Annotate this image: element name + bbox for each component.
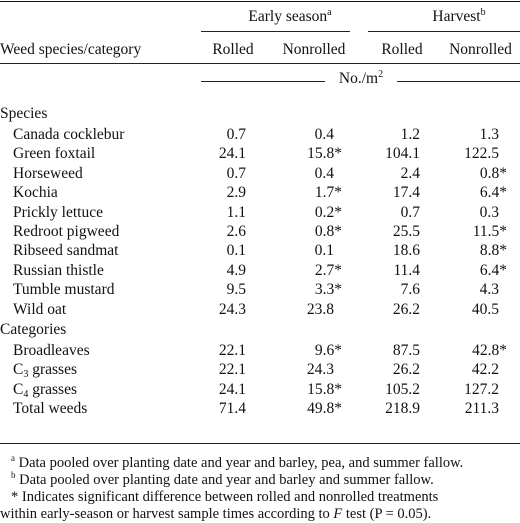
category-name-suffix: grasses (28, 381, 77, 398)
cell-early-nonrolled: 15.8* (307, 381, 342, 398)
cell-early-rolled: 9.5 (226, 281, 246, 298)
cell-harvest-rolled: 7.6 (400, 281, 420, 298)
cell-harvest-nonrolled: 6.4* (479, 184, 507, 201)
footnote-star-f-italic: F (333, 506, 343, 522)
cell-harvest-rolled: 1.2 (400, 126, 420, 143)
footnote-star (11, 488, 438, 506)
cell-harvest-nonrolled: 11.5* (472, 223, 507, 240)
cell-harvest-rolled: 105.2 (385, 381, 420, 398)
species-name: Horseweed (13, 165, 83, 182)
cell-harvest-nonrolled: 40.5 (471, 301, 499, 318)
units-rule-left (201, 81, 325, 82)
cell-early-nonrolled: 0.4 (314, 165, 334, 182)
cell-early-rolled: 22.1 (218, 361, 246, 378)
units-label-text: No./m (338, 70, 379, 87)
cell-harvest-rolled: 218.9 (385, 400, 420, 417)
category-name-suffix: grasses (28, 361, 77, 378)
footnote-star-text-line2a: within early-season or harvest sample times according to (0, 506, 334, 522)
cell-harvest-nonrolled: 8.8* (479, 242, 507, 259)
section-species: Species (0, 105, 48, 122)
cell-early-nonrolled: 0.4 (314, 126, 334, 143)
units-rule-right (397, 81, 520, 82)
cell-early-rolled: 24.1 (218, 381, 246, 398)
cell-harvest-rolled: 87.5 (392, 342, 420, 359)
cell-early-nonrolled: 23.8 (306, 301, 334, 318)
cell-early-nonrolled: 9.6* (314, 342, 342, 359)
species-name: Canada cocklebur (13, 126, 125, 143)
category-name-subscript: 3 (23, 369, 29, 380)
cell-early-nonrolled: 24.3 (306, 361, 334, 378)
cell-early-nonrolled: 0.1 (314, 242, 334, 259)
cell-early-nonrolled: 1.7* (314, 184, 342, 201)
cell-early-rolled: 1.1 (226, 204, 246, 221)
species-name: Green foxtail (13, 145, 96, 162)
species-name: Kochia (13, 184, 58, 201)
cell-harvest-nonrolled: 0.8* (479, 165, 507, 182)
cell-early-rolled: 71.4 (218, 400, 246, 417)
cell-harvest-rolled: 17.4 (392, 184, 420, 201)
cell-early-rolled: 0.7 (226, 165, 246, 182)
cell-early-nonrolled: 49.8* (307, 400, 342, 417)
cell-harvest-nonrolled: 122.5 (464, 145, 499, 162)
units-label-exponent: 2 (378, 69, 384, 80)
category-name (13, 381, 77, 399)
species-name: Redroot pigweed (13, 223, 120, 240)
cell-early-nonrolled: 3.3* (314, 281, 342, 298)
footnote-a-mark: a (11, 453, 15, 463)
footnote-b (11, 471, 434, 489)
group-header-harvest (398, 8, 520, 26)
cell-harvest-rolled: 26.2 (392, 361, 420, 378)
col-header-harvest-nonrolled: Nonrolled (449, 41, 512, 58)
footnote-star-text-line2b: test (P = 0.05). (342, 506, 432, 522)
bottom-rule (0, 443, 520, 444)
cell-early-rolled: 0.7 (226, 126, 246, 143)
cell-harvest-nonrolled: 42.2 (471, 361, 499, 378)
cell-harvest-nonrolled: 1.3 (479, 126, 499, 143)
units-label (326, 70, 396, 88)
cell-early-nonrolled: 0.8* (314, 223, 342, 240)
col-header-harvest-rolled: Rolled (381, 41, 423, 58)
cell-harvest-nonrolled: 0.3 (479, 204, 499, 221)
cell-harvest-rolled: 26.2 (392, 301, 420, 318)
category-name-main: Total weeds (13, 400, 88, 417)
category-name (13, 361, 77, 379)
cell-early-rolled: 24.1 (218, 145, 246, 162)
species-name: Ribseed sandmat (13, 242, 119, 259)
species-name: Wild oat (13, 301, 67, 318)
footnote-star-mark: * (11, 489, 19, 505)
species-name: Prickly lettuce (13, 204, 103, 221)
col-header-early-rolled: Rolled (212, 41, 254, 58)
cell-harvest-nonrolled: 42.8* (472, 342, 507, 359)
category-name (13, 342, 90, 360)
cell-harvest-rolled: 11.4 (393, 262, 420, 279)
top-rule (0, 1, 520, 2)
footnote-b-mark: b (11, 470, 16, 480)
footnote-b-text: Data pooled over planting date and year and barley and summer fallow. (19, 472, 434, 488)
footnote-a (11, 454, 463, 472)
cell-early-rolled: 24.3 (218, 301, 246, 318)
group-header-early-season-label: Early season (248, 8, 328, 25)
footnote-star-continued (0, 505, 431, 523)
cell-early-nonrolled: 2.7* (314, 262, 342, 279)
section-categories: Categories (0, 321, 67, 338)
cell-early-rolled: 22.1 (218, 342, 246, 359)
cell-harvest-rolled: 0.7 (400, 204, 420, 221)
cell-early-nonrolled: 0.2* (314, 204, 342, 221)
group-header-harvest-label: Harvest (432, 8, 481, 25)
col-header-early-nonrolled: Nonrolled (282, 41, 346, 58)
cell-harvest-nonrolled: 211.3 (464, 400, 499, 417)
cell-early-rolled: 2.6 (226, 223, 246, 240)
cell-harvest-rolled: 25.5 (392, 223, 420, 240)
cell-harvest-rolled: 104.1 (385, 145, 420, 162)
category-name-main: Broadleaves (13, 342, 90, 359)
category-name (13, 400, 87, 418)
footnote-star-text-line1: Indicates significant difference between rolled and nonrolled treatments (21, 489, 439, 505)
category-name-main: C (13, 381, 24, 398)
early-season-spanner-rule (201, 31, 350, 32)
group-header-harvest-footnote-mark: b (480, 7, 486, 18)
cell-harvest-rolled: 18.6 (392, 242, 420, 259)
category-name-subscript: 4 (23, 389, 29, 400)
harvest-spanner-rule (368, 31, 520, 32)
cell-harvest-nonrolled: 4.3 (479, 281, 499, 298)
cell-early-rolled: 2.9 (226, 184, 246, 201)
species-name: Tumble mustard (13, 281, 115, 298)
header-rule (0, 63, 520, 64)
group-header-early-season (225, 8, 355, 26)
cell-early-nonrolled: 15.8* (307, 145, 342, 162)
cell-early-rolled: 4.9 (226, 262, 246, 279)
cell-harvest-rolled: 2.4 (400, 165, 420, 182)
species-name: Russian thistle (13, 262, 104, 279)
category-name-main: C (13, 361, 24, 378)
cell-harvest-nonrolled: 127.2 (464, 381, 499, 398)
cell-early-rolled: 0.1 (226, 242, 246, 259)
group-header-early-season-footnote-mark: a (327, 7, 332, 18)
footnote-a-text: Data pooled over planting date and year and barley, pea, and summer fallow. (18, 455, 464, 471)
cell-harvest-nonrolled: 6.4* (479, 262, 507, 279)
row-header-label: Weed species/category (0, 41, 142, 58)
